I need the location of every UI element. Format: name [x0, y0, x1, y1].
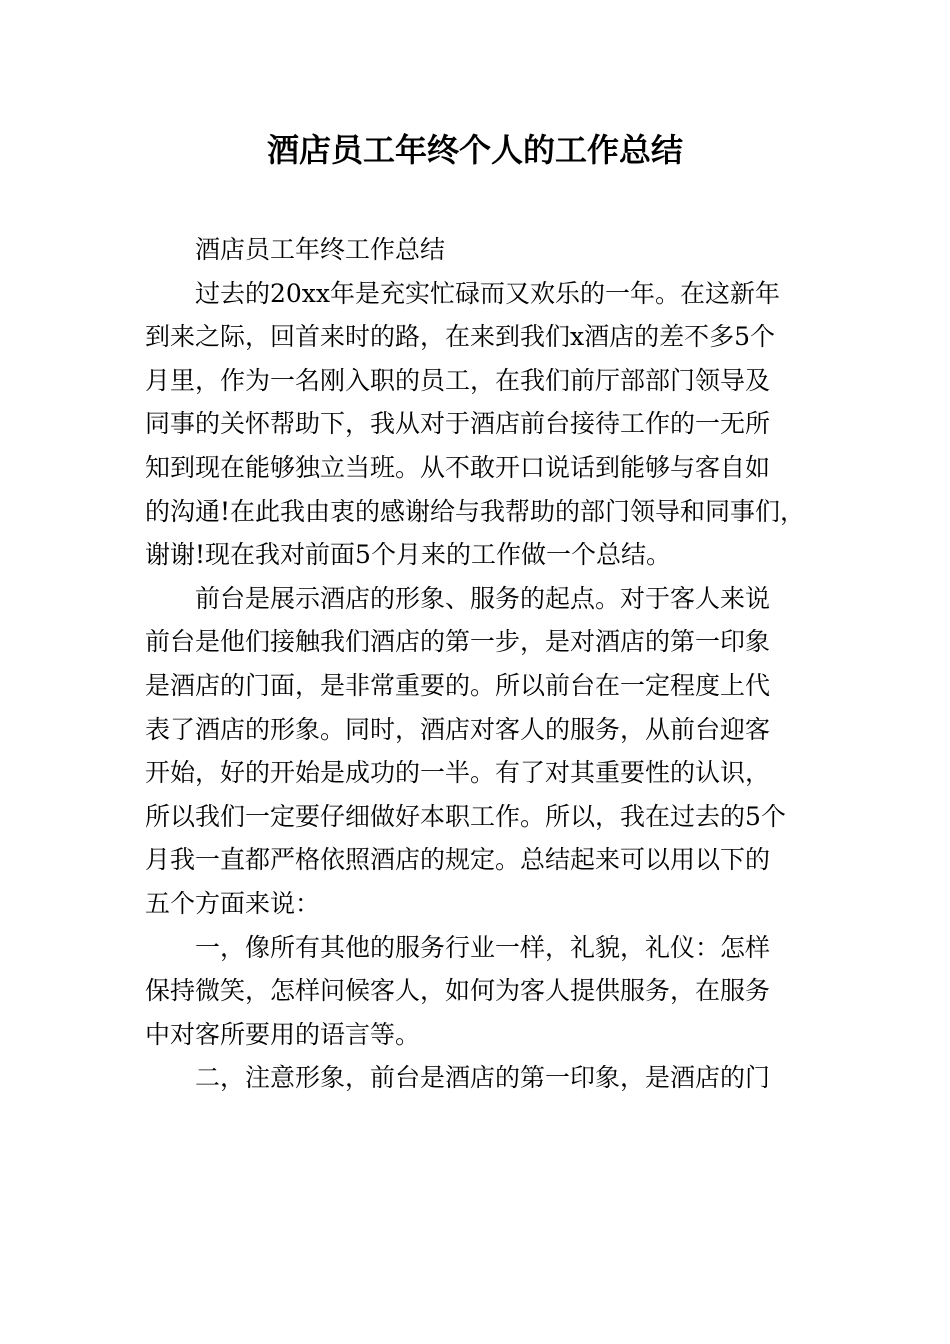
body-text-line: 五个方面来说： — [145, 888, 321, 918]
body-text-line: 中对客所要用的语言等。 — [145, 1019, 421, 1049]
body-text-line: 月里，作为一名刚入职的员工，在我们前厅部部门领导及 — [145, 365, 771, 395]
body-text-line: 月我一直都严格依照酒店的规定。总结起来可以用以下的 — [145, 845, 771, 875]
body-text-line: 的沟通!在此我由衷的感谢给与我帮助的部门领导和同事们， — [145, 496, 806, 526]
body-text-line: 前台是展示酒店的形象、服务的起点。对于客人来说 — [195, 583, 771, 613]
body-text-line: 二，注意形象，前台是酒店的第一印象，是酒店的门 — [195, 1063, 771, 1093]
body-text-line: 知到现在能够独立当班。从不敢开口说话到能够与客自如 — [145, 452, 771, 482]
body-text-line: 所以我们一定要仔细做好本职工作。所以，我在过去的5个 — [145, 801, 786, 831]
body-text-line: 到来之际，回首来时的路，在来到我们x酒店的差不多5个 — [145, 322, 776, 352]
body-text-line: 前台是他们接触我们酒店的第一步，是对酒店的第一印象 — [145, 627, 771, 657]
body-text-line: 表了酒店的形象。同时，酒店对客人的服务，从前台迎客 — [145, 714, 771, 744]
document-title: 酒店员工年终个人的工作总结 — [266, 131, 683, 169]
body-text-line: 谢谢!现在我对前面5个月来的工作做一个总结。 — [145, 540, 671, 570]
body-text-line: 一，像所有其他的服务行业一样，礼貌，礼仪：怎样 — [195, 932, 771, 962]
document-body — [145, 228, 810, 1100]
body-text-line: 同事的关怀帮助下，我从对于酒店前台接待工作的一无所 — [145, 409, 771, 439]
body-text-line: 开始，好的开始是成功的一半。有了对其重要性的认识， — [145, 758, 771, 788]
body-text-line: 是酒店的门面，是非常重要的。所以前台在一定程度上代 — [145, 670, 771, 700]
body-text-line: 酒店员工年终工作总结 — [195, 235, 446, 264]
body-text-line: 保持微笑，怎样问候客人，如何为客人提供服务，在服务 — [145, 976, 771, 1006]
body-text-line: 过去的20xx年是充实忙碌而又欢乐的一年。在这新年 — [195, 278, 781, 308]
